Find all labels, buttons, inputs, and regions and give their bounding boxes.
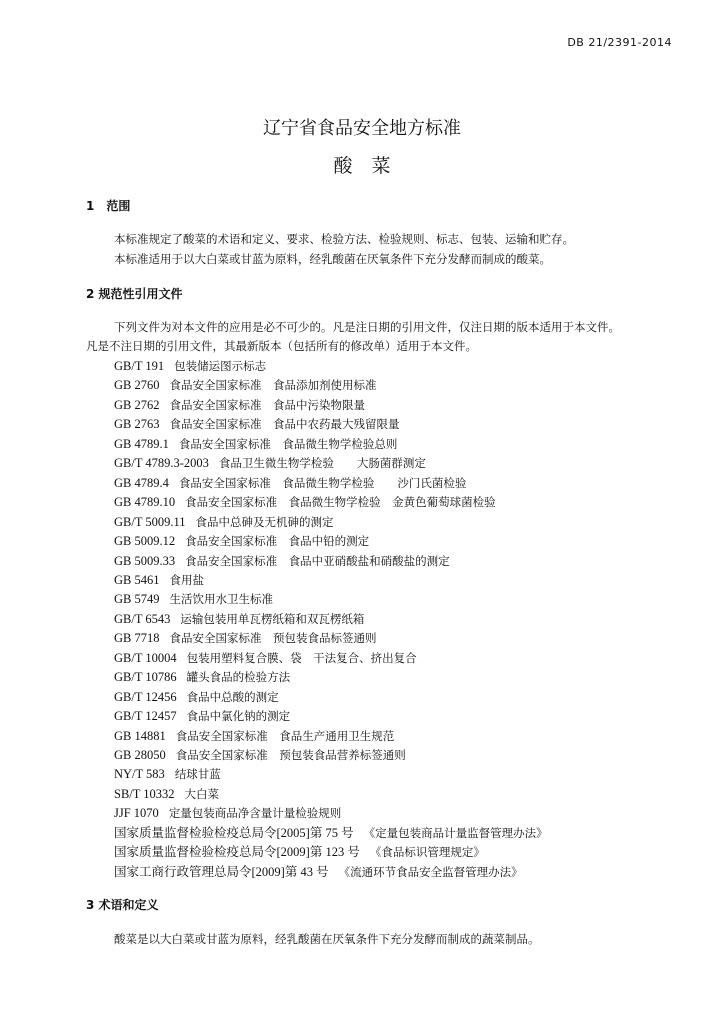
reference-title: 《定量包装商品计量监督管理办法》: [363, 825, 548, 840]
scope-paragraph: 本标准适用于以大白菜或甘蓝为原料，经乳酸菌在厌氧条件下充分发酵而制成的酸菜。: [114, 252, 551, 266]
reference-code: GB/T 12456: [114, 689, 177, 704]
reference-title: 食品中总酸的测定: [186, 689, 279, 704]
reference-item: [114, 842, 485, 862]
references-intro: 下列文件为对本文件的应用是必不可少的。凡是注日期的引用文件，仅注日期的版本适用于本文件。: [114, 320, 620, 334]
reference-title: 罐头食品的检验方法: [186, 670, 291, 685]
reference-title: 食品卫生微生物学检验 大肠菌群测定: [218, 456, 426, 471]
reference-title: 食用盐: [169, 572, 204, 587]
reference-title: 食品安全国家标准 食品中污染物限量: [169, 397, 365, 412]
reference-code: GB 4789.4: [114, 475, 169, 490]
reference-item: [114, 764, 221, 784]
reference-code: 国家工商行政管理总局令[2009]第 43 号: [114, 864, 329, 879]
reference-code: GB 5461: [114, 572, 160, 587]
section-heading-references: 2 规范性引用文件: [86, 287, 183, 301]
reference-title: 定量包装商品净含量计量检验规则: [168, 806, 342, 821]
reference-code: GB 5749: [114, 592, 160, 607]
reference-title: 食品安全国家标准 食品微生物学检验总则: [178, 436, 398, 451]
reference-item: [114, 609, 364, 629]
reference-code: GB/T 5009.11: [114, 514, 186, 529]
reference-code: 国家质量监督检验检疫总局令[2005]第 75 号: [114, 825, 354, 840]
reference-item: [114, 492, 496, 512]
reference-code: GB 4789.10: [114, 495, 176, 510]
reference-title: 食品安全国家标准 食品中亚硝酸盐和硝酸盐的测定: [185, 553, 450, 568]
reference-item: [114, 706, 290, 726]
reference-item: [114, 823, 548, 843]
reference-code: GB 14881: [114, 728, 166, 743]
reference-item: [114, 589, 273, 609]
reference-item: [114, 453, 426, 473]
reference-item: [114, 570, 204, 590]
reference-item: [114, 667, 290, 687]
reference-item: [114, 628, 377, 648]
reference-code: GB/T 4789.3-2003: [114, 456, 209, 471]
reference-item: [114, 434, 397, 454]
reference-code: NY/T 583: [114, 767, 165, 782]
reference-item: [114, 726, 394, 746]
reference-title: 食品安全国家标准 食品微生物学检验 金黄色葡萄球菌检验: [185, 495, 496, 510]
reference-item: [114, 862, 523, 882]
reference-item: [114, 745, 406, 765]
reference-code: GB 28050: [114, 748, 166, 762]
reference-title: 食品安全国家标准 食品生产通用卫生规范: [175, 728, 395, 743]
reference-code: 国家质量监督检验检疫总局令[2009]第 123 号: [114, 845, 360, 860]
reference-title: 运输包装用单瓦楞纸箱和双瓦楞纸箱: [180, 611, 365, 626]
document-code: DB 21/2391-2014: [567, 36, 672, 49]
reference-item: [114, 395, 365, 415]
reference-code: GB/T 191: [114, 359, 165, 373]
reference-code: GB 2763: [114, 417, 160, 432]
references-intro: 凡是不注日期的引用文件，其最新版本（包括所有的修改单）适用于本文件。: [86, 339, 477, 353]
reference-code: GB 2762: [114, 397, 160, 412]
reference-title: 生活饮用水卫生标准: [169, 592, 273, 607]
reference-code: GB 2760: [114, 378, 160, 393]
reference-title: 食品安全国家标准 食品中农药最大残留限量: [169, 417, 400, 432]
reference-code: GB/T 10786: [114, 670, 177, 685]
section-heading-scope: 1 范围: [86, 199, 131, 213]
reference-item: [114, 531, 369, 551]
document-subtitle: 酸 菜: [333, 155, 391, 177]
reference-code: GB/T 12457: [114, 709, 177, 724]
reference-title: 食品安全国家标准 预包装食品标签通则: [169, 631, 377, 646]
reference-code: JJF 1070: [114, 806, 159, 821]
scope-paragraph: 本标准规定了酸菜的术语和定义、要求、检验方法、检验规则、标志、包装、运输和贮存。: [114, 232, 574, 246]
reference-title: 食品中总砷及无机砷的测定: [195, 514, 334, 529]
document-title: 辽宁省食品安全地方标准: [263, 118, 461, 139]
terms-paragraph: 酸菜是以大白菜或甘蓝为原料，经乳酸菌在厌氧条件下充分发酵而制成的蔬菜制品。: [114, 932, 540, 946]
reference-item: [114, 414, 400, 434]
reference-title: 包装储运图示标志: [174, 359, 267, 373]
reference-item: [114, 375, 377, 395]
reference-title: 《食品标识管理规定》: [369, 845, 485, 860]
reference-code: GB 4789.1: [114, 436, 169, 451]
reference-title: 结球甘蓝: [174, 767, 221, 782]
section-heading-terms: 3 术语和定义: [86, 898, 159, 912]
reference-title: 食品安全国家标准 食品中铅的测定: [185, 534, 370, 549]
reference-title: 《流通环节食品安全监督管理办法》: [338, 864, 523, 879]
reference-title: 食品安全国家标准 食品添加剂使用标准: [169, 378, 377, 393]
reference-item: [114, 648, 417, 668]
reference-code: GB/T 6543: [114, 611, 171, 626]
reference-code: GB/T 10004: [114, 650, 177, 665]
reference-code: GB 5009.33: [114, 553, 176, 568]
reference-code: SB/T 10332: [114, 786, 175, 801]
reference-title: 包装用塑料复合膜、袋 干法复合、挤出复合: [186, 650, 417, 665]
reference-item: [114, 512, 334, 532]
reference-title: 食品安全国家标准 食品微生物学检验 沙门氏菌检验: [178, 475, 467, 490]
reference-item: [114, 356, 266, 376]
reference-item: [114, 473, 466, 493]
reference-title: 食品安全国家标准 预包装食品营养标签通则: [175, 748, 406, 762]
reference-code: GB 5009.12: [114, 534, 176, 549]
reference-title: 食品中氯化钠的测定: [186, 709, 291, 724]
reference-item: [114, 551, 450, 571]
reference-code: GB 7718: [114, 631, 160, 646]
reference-title: 大白菜: [184, 786, 220, 801]
reference-item: [114, 784, 219, 804]
reference-item: [114, 803, 341, 823]
reference-item: [114, 687, 279, 707]
